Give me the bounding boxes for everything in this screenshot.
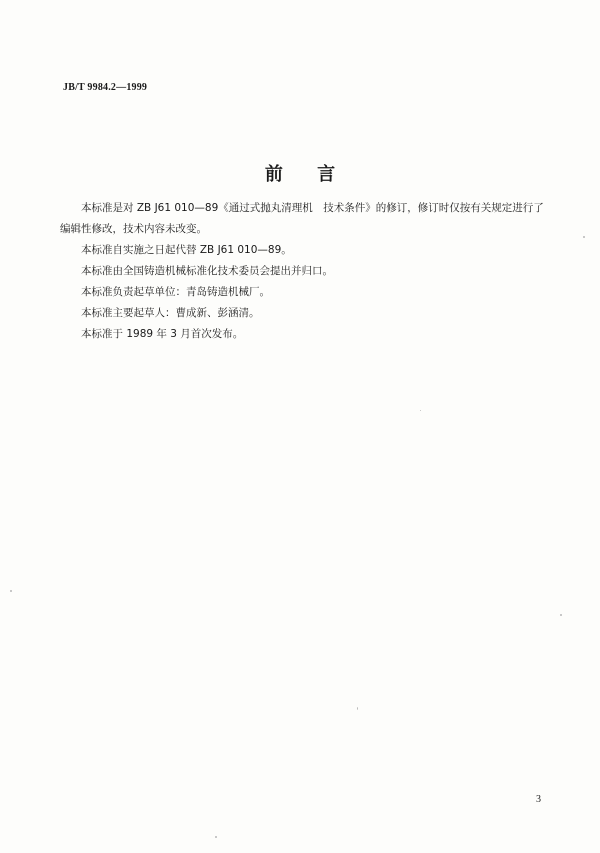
scan-speck xyxy=(560,614,562,616)
scan-speck xyxy=(357,707,358,710)
paragraph-replacement: 本标准自实施之日起代替 ZB J61 010—89。 xyxy=(81,244,292,256)
scan-speck xyxy=(420,410,421,411)
foreword-body xyxy=(60,198,545,345)
scan-speck xyxy=(10,590,12,592)
paragraph-revision-note: 本标准是对 ZB J61 010—89《通过式抛丸清理机 技术条件》的修订，修订时仅按有关规定进行了编辑性修改，技术内容未改变。 xyxy=(60,202,544,235)
scan-speck xyxy=(583,236,585,238)
standard-code: JB/T 9984.2—1999 xyxy=(63,82,148,93)
paragraph-first-issue: 本标准于 1989 年 3 月首次发布。 xyxy=(81,328,244,340)
paragraph-proposer: 本标准由全国铸造机械标准化技术委员会提出并归口。 xyxy=(81,265,333,277)
paragraph-drafters: 本标准主要起草人：曹成新、彭涵清。 xyxy=(81,307,260,319)
page-title: 前 言 xyxy=(264,164,350,185)
page-number: 3 xyxy=(536,794,541,805)
scan-speck xyxy=(215,836,217,838)
paragraph-drafting-unit: 本标准负责起草单位：青岛铸造机械厂。 xyxy=(81,286,270,298)
